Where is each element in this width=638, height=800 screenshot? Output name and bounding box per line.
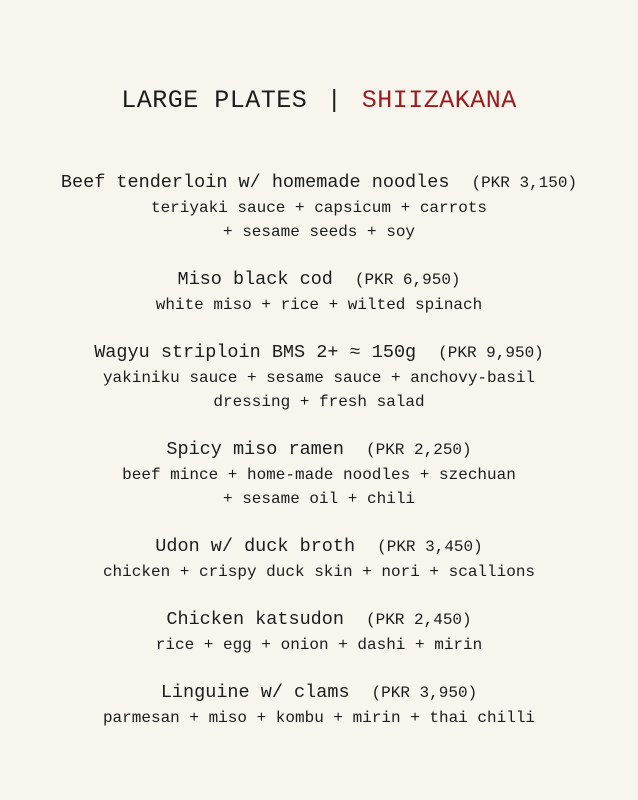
menu-item-name: Linguine w/ clams — [160, 682, 350, 703]
menu-item-price: (PKR 3,150) — [471, 174, 578, 192]
menu-item-heading — [0, 267, 638, 293]
menu-item-description: white miso + rice + wilted spinach — [155, 296, 483, 314]
menu-item-description: rice + egg + onion + dashi + mirin — [155, 636, 483, 654]
menu-item-price: (PKR 9,950) — [438, 344, 544, 362]
menu-item-description: dressing + fresh salad — [213, 393, 425, 411]
menu-item-description: + sesame oil + chili — [222, 490, 416, 508]
title-accent: SHIIZAKANA — [361, 86, 517, 115]
menu-item-name: Spicy miso ramen — [166, 439, 344, 460]
menu-item-miso-black-cod — [0, 267, 638, 317]
menu-item-name: Wagyu striploin BMS 2+ ≈ 150g — [94, 342, 417, 363]
menu-item-name: Chicken katsudon — [166, 609, 344, 630]
menu-item-heading — [0, 680, 638, 706]
menu-item-description: parmesan + miso + kombu + mirin + thai chilli — [102, 709, 536, 727]
menu-item-price: (PKR 2,450) — [366, 611, 472, 629]
menu-item-description: chicken + crispy duck skin + nori + scallions — [102, 563, 536, 581]
menu-item-description: teriyaki sauce + capsicum + carrots — [150, 199, 488, 217]
menu-item-heading — [0, 437, 638, 463]
menu-item-price: (PKR 2,250) — [366, 441, 472, 459]
menu-item-wagyu-striploin — [0, 340, 638, 414]
title-separator: | — [326, 86, 343, 115]
menu-item-price: (PKR 6,950) — [354, 271, 461, 289]
menu-item-price: (PKR 3,950) — [371, 684, 478, 702]
menu-item-linguine-clams — [0, 680, 638, 730]
menu-list — [0, 170, 638, 753]
menu-item-heading — [0, 170, 638, 196]
menu-item-chicken-katsudon — [0, 607, 638, 657]
menu-item-name: Udon w/ duck broth — [155, 536, 356, 557]
page-title — [0, 86, 638, 115]
menu-item-beef-tenderloin — [0, 170, 638, 244]
menu-item-description: beef mince + home-made noodles + szechuan — [122, 466, 516, 484]
menu-item-price: (PKR 3,450) — [377, 538, 483, 556]
menu-item-name: Miso black cod — [177, 269, 333, 290]
menu-item-udon-duck-broth — [0, 534, 638, 584]
menu-item-heading — [0, 607, 638, 633]
menu-item-description: + sesame seeds + soy — [222, 223, 416, 241]
menu-item-name: Beef tenderloin w/ homemade noodles — [60, 172, 450, 193]
menu-item-spicy-miso-ramen — [0, 437, 638, 511]
menu-item-heading — [0, 534, 638, 560]
title-main: LARGE PLATES — [121, 86, 308, 115]
menu-item-heading — [0, 340, 638, 366]
menu-item-description: yakiniku sauce + sesame sauce + anchovy-basil — [102, 369, 536, 387]
